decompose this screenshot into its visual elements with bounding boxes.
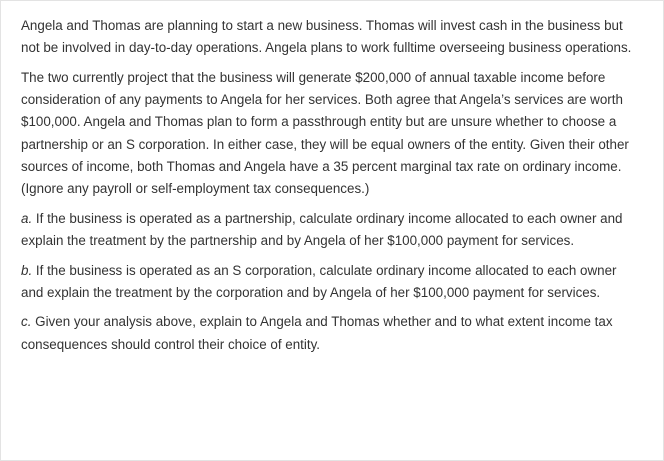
question-b-letter: b. (21, 262, 33, 278)
question-b-text: If the business is operated as an S corporation, calculate ordinary income allocated to each owner and explain the treatment by the corporation and by Angela of her $100,000 payment for services. (21, 262, 617, 300)
problem-text (21, 15, 633, 363)
question-a-text: If the business is operated as a partnership, calculate ordinary income allocated to each owner and explain the treatment by the partnership and by Angela of her $100,000 payment for services. (21, 210, 623, 248)
question-a-letter: a. (21, 210, 33, 226)
question-c-letter: c. (21, 314, 32, 330)
question-c (21, 311, 633, 355)
question-c-text: Given your analysis above, explain to Angela and Thomas whether and to what extent income tax consequences should control their choice of entity. (21, 314, 613, 352)
question-b (21, 260, 633, 304)
details-paragraph: The two currently project that the business will generate $200,000 of annual taxable income before consideration of any payments to Angela for her services. Both agree that Angela’s services are worth $100,000. Angela and Thomas plan to form a passthrough entity but are unsure whether to choose a partnership or an S corporation. In either case, they will be equal owners of the entity. Given their other sources of income, both Thomas and Angela have a 35 percent marginal tax rate on ordinary income. (Ignore any payroll or self-employment tax consequences.) (21, 69, 629, 196)
question-a (21, 208, 633, 252)
intro-paragraph: Angela and Thomas are planning to start a new business. Thomas will invest cash in the business but not be involved in day-to-day operations. Angela plans to work fulltime overseeing business operations. (21, 18, 632, 56)
